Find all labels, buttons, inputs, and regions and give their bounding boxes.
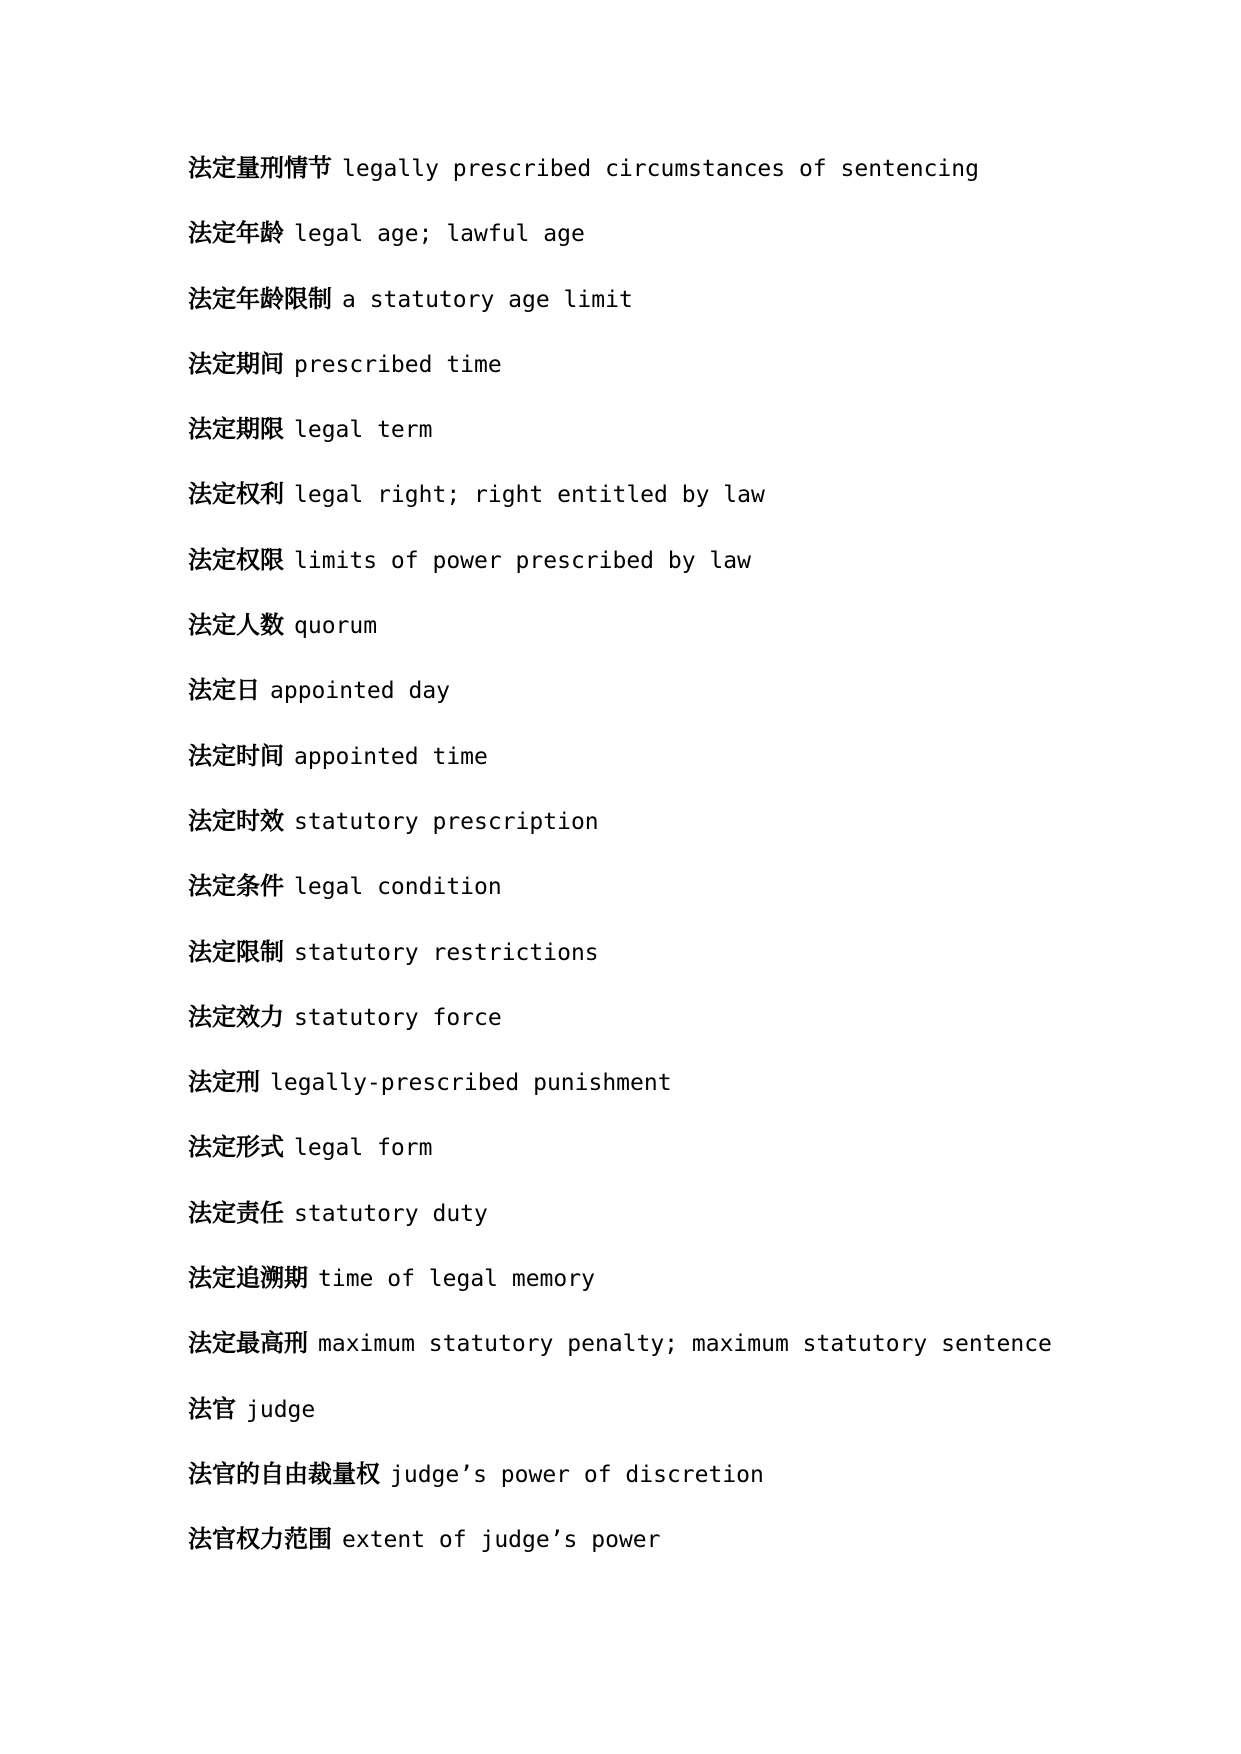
chinese-term: 法定年龄限制 xyxy=(188,284,332,313)
english-translation: quorum xyxy=(294,613,378,640)
chinese-term: 法定期限 xyxy=(188,415,284,444)
english-translation: judge xyxy=(246,1396,316,1423)
english-translation: legal age; lawful age xyxy=(294,221,585,248)
glossary-entry xyxy=(188,1325,1052,1390)
english-translation: judge’s power of discretion xyxy=(390,1461,764,1488)
english-translation: legal form xyxy=(294,1135,433,1162)
english-translation: appointed day xyxy=(270,678,451,705)
english-translation: statutory force xyxy=(294,1004,502,1031)
glossary-entry xyxy=(188,803,1052,868)
glossary-entry xyxy=(188,868,1052,933)
english-translation: statutory duty xyxy=(294,1200,488,1227)
chinese-term: 法定时效 xyxy=(188,806,284,835)
chinese-term: 法定时间 xyxy=(188,741,284,770)
english-translation: time of legal memory xyxy=(318,1266,595,1293)
english-translation: prescribed time xyxy=(294,351,502,378)
chinese-term: 法定责任 xyxy=(188,1198,284,1227)
glossary-entry xyxy=(188,150,1052,215)
glossary-entry xyxy=(188,1391,1052,1456)
glossary-entry xyxy=(188,1260,1052,1325)
chinese-term: 法定期间 xyxy=(188,349,284,378)
english-translation: limits of power prescribed by law xyxy=(294,547,751,574)
english-translation: legally prescribed circumstances of sentencing xyxy=(342,156,979,182)
glossary-entry xyxy=(188,607,1052,672)
glossary-entry xyxy=(188,934,1052,999)
chinese-term: 法定量刑情节 xyxy=(188,154,332,182)
glossary-entry xyxy=(188,215,1052,280)
chinese-term: 法定效力 xyxy=(188,1002,284,1031)
english-translation: legal term xyxy=(294,417,433,444)
chinese-term: 法定权利 xyxy=(188,480,284,509)
english-translation: extent of judge’s power xyxy=(342,1527,661,1554)
english-translation: maximum statutory penalty; maximum statutory sentence xyxy=(318,1331,1052,1358)
english-translation: statutory prescription xyxy=(294,808,599,835)
glossary-entry xyxy=(188,1521,1052,1586)
chinese-term: 法定追溯期 xyxy=(188,1264,308,1293)
glossary-entry xyxy=(188,999,1052,1064)
glossary-entry xyxy=(188,411,1052,476)
chinese-term: 法官权力范围 xyxy=(188,1525,332,1554)
chinese-term: 法定条件 xyxy=(188,872,284,901)
chinese-term: 法定权限 xyxy=(188,545,284,574)
chinese-term: 法定刑 xyxy=(188,1068,260,1097)
glossary-entry xyxy=(188,476,1052,541)
chinese-term: 法官 xyxy=(188,1394,236,1423)
glossary-entry xyxy=(188,1195,1052,1260)
glossary-entry xyxy=(188,1064,1052,1129)
glossary-entry xyxy=(188,672,1052,737)
glossary-entry xyxy=(188,281,1052,346)
glossary-list xyxy=(188,150,1052,1587)
chinese-term: 法官的自由裁量权 xyxy=(188,1459,380,1488)
chinese-term: 法定限制 xyxy=(188,937,284,966)
glossary-entry xyxy=(188,1129,1052,1194)
chinese-term: 法定年龄 xyxy=(188,219,284,248)
chinese-term: 法定日 xyxy=(188,676,260,705)
glossary-entry xyxy=(188,346,1052,411)
chinese-term: 法定形式 xyxy=(188,1133,284,1162)
english-translation: legal condition xyxy=(294,874,502,901)
english-translation: legally-prescribed punishment xyxy=(270,1070,672,1097)
chinese-term: 法定最高刑 xyxy=(188,1329,308,1358)
english-translation: appointed time xyxy=(294,743,488,770)
english-translation: a statutory age limit xyxy=(342,286,633,313)
english-translation: statutory restrictions xyxy=(294,939,599,966)
glossary-entry xyxy=(188,542,1052,607)
chinese-term: 法定人数 xyxy=(188,611,284,640)
english-translation: legal right; right entitled by law xyxy=(294,482,765,509)
glossary-entry xyxy=(188,1456,1052,1521)
glossary-entry xyxy=(188,738,1052,803)
